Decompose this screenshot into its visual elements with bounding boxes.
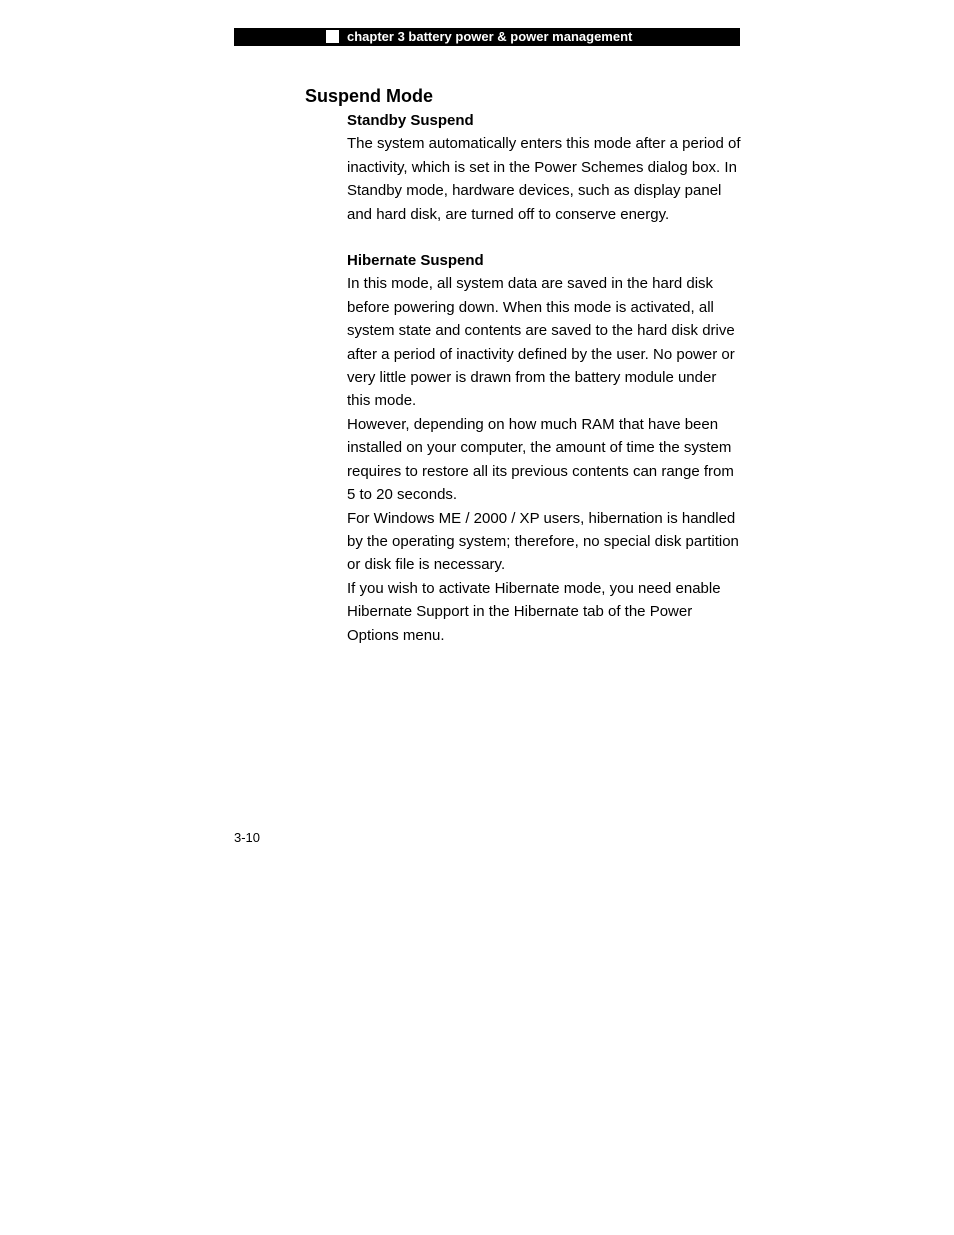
chapter-header-bar	[234, 28, 740, 46]
hibernate-suspend-title: Hibernate Suspend	[347, 252, 484, 270]
hibernate-paragraph-2: However, depending on how much RAM that have been installed on your computer, the amount of time the system requires to restore all its previous contents can range from 5 to 20 seconds.	[347, 415, 734, 504]
standby-suspend-title: Standby Suspend	[347, 112, 474, 129]
header-square-icon	[326, 30, 339, 43]
hibernate-paragraph-4: If you wish to activate Hibernate mode, you need enable Hibernate Support in the Hibernate tab of the Power Options menu.	[347, 579, 721, 644]
standby-suspend-paragraph: The system automatically enters this mode after a period of inactivity, which is set in the Power Schemes dialog box. In Standby mode, hardware devices, such as display panel and hard disk, are turned off to conserve energy.	[347, 135, 741, 223]
page-number: 3-10	[234, 830, 261, 845]
hibernate-paragraph-3: For Windows ME / 2000 / XP users, hibernation is handled by the operating system; therefore, no special disk partition or disk file is necessary.	[347, 509, 739, 574]
chapter-header-label: chapter 3 battery power & power management	[347, 29, 633, 44]
hibernate-paragraph-1: In this mode, all system data are saved in the hard disk before powering down. When this mode is activated, all system state and contents are saved to the hard disk drive after a period of inactivity defined by the user. No power or very little power is drawn from the battery module under this mode.	[347, 275, 735, 410]
section-title: Suspend Mode	[305, 86, 434, 106]
section-spacer	[347, 226, 742, 249]
section-content	[347, 109, 742, 647]
